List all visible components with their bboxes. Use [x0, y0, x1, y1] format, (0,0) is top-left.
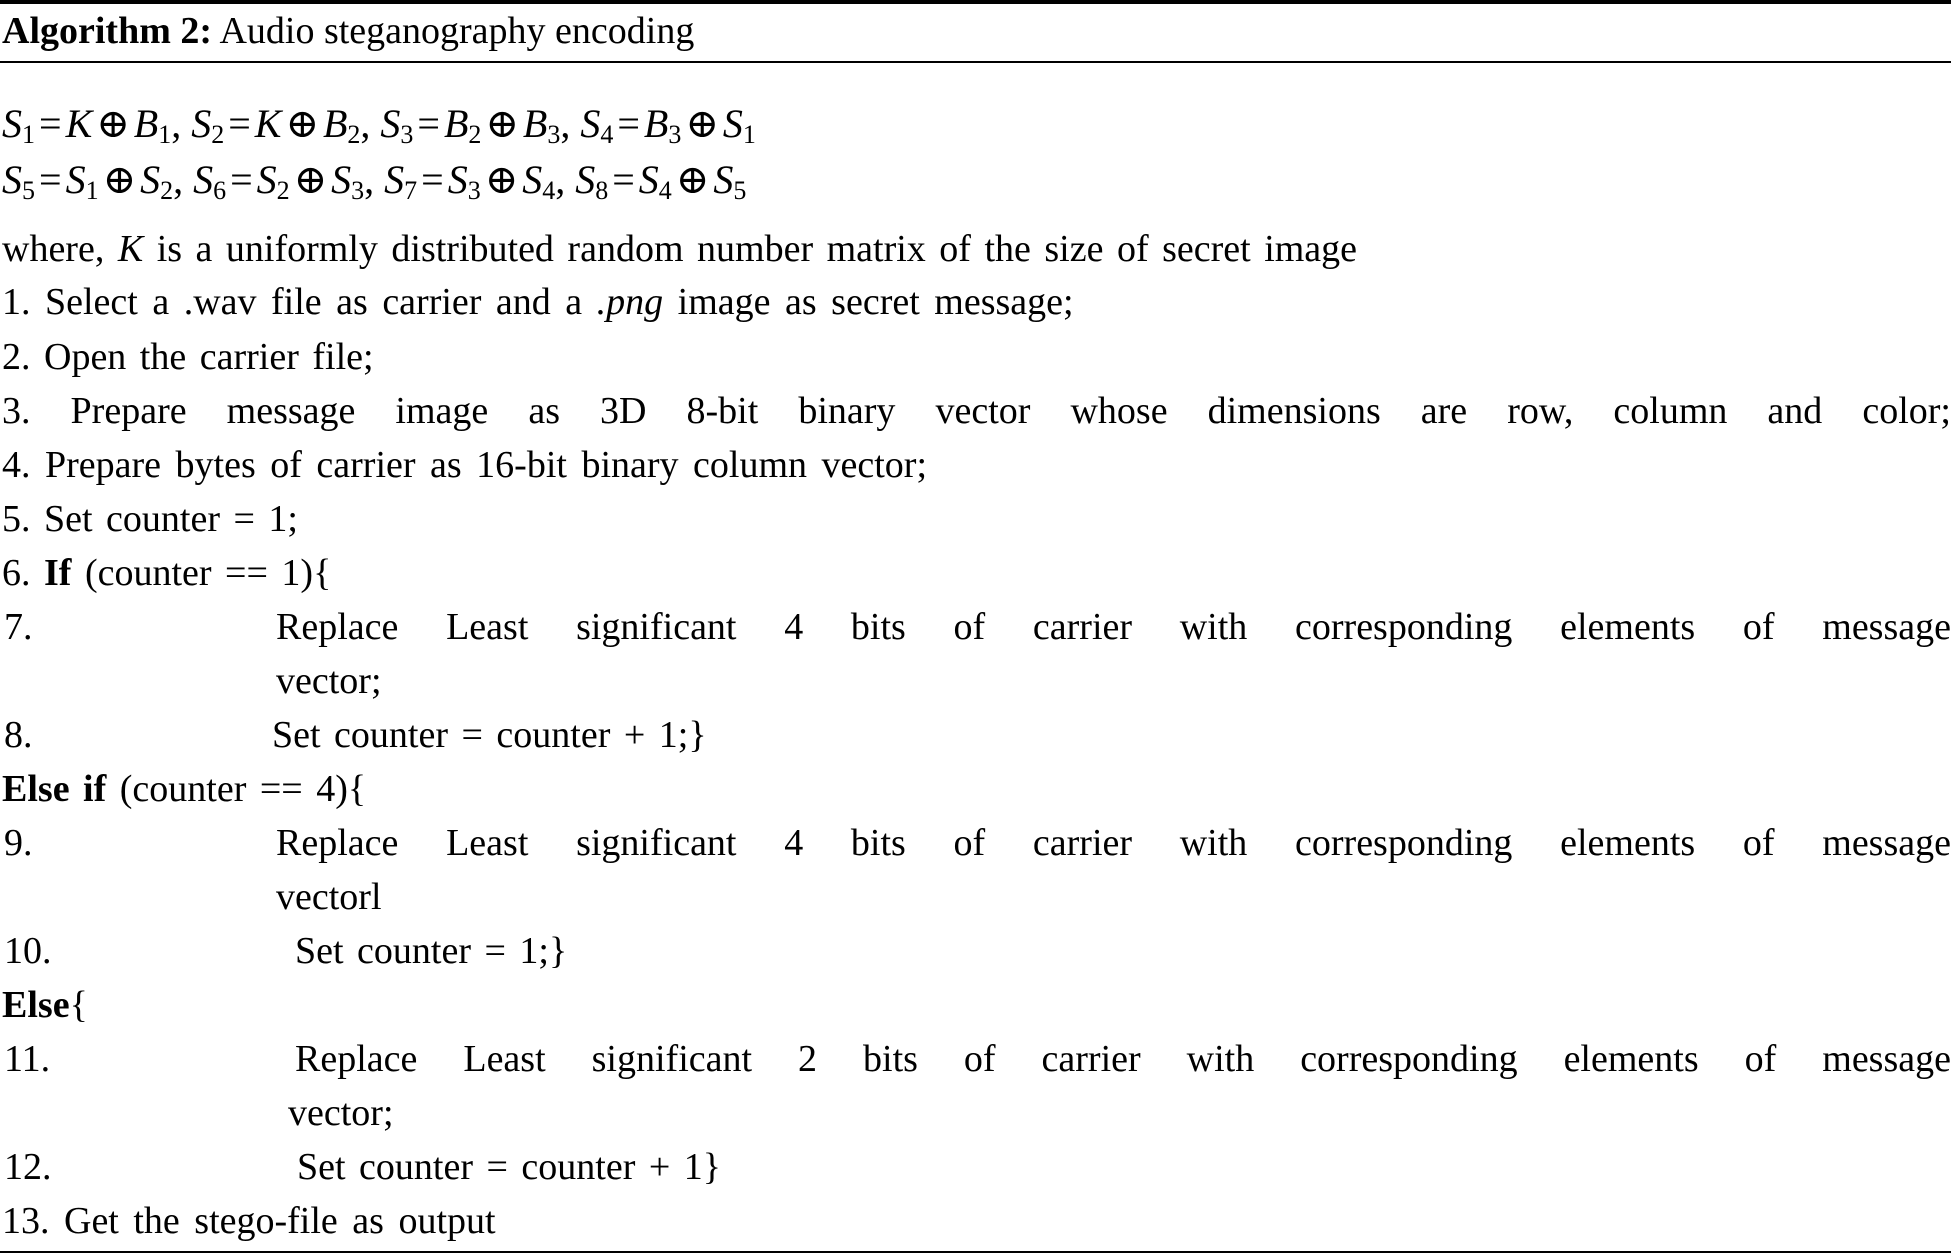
- step-6: 6. If (counter == 1){: [2, 552, 332, 594]
- equals-sign: =: [617, 101, 640, 146]
- equals-sign: =: [612, 157, 635, 202]
- equation-line-2: [2, 153, 746, 207]
- math-term: $S_5$: [2, 157, 35, 205]
- xor-operator: ⊕: [102, 157, 137, 202]
- math-term: $S_2$: [256, 157, 290, 205]
- step-11: 11. Replace Least significant 2 bits of carrier with corresponding elements of message: [4, 1038, 1951, 1080]
- xor-operator: ⊕: [675, 157, 710, 202]
- math-term: $B_3$: [522, 101, 561, 149]
- comma: ,: [555, 157, 576, 202]
- math-term: $B_2$: [443, 101, 482, 149]
- xor-operator: ⊕: [285, 101, 319, 146]
- math-term: $S_2$: [140, 157, 174, 205]
- step-13: 13. Get the stego-file as output: [2, 1200, 496, 1242]
- math-term: $S_4$: [580, 101, 614, 149]
- math-term: $S_7$: [384, 157, 418, 205]
- xor-operator: ⊕: [293, 157, 328, 202]
- comma: ,: [171, 101, 192, 146]
- step-12: 12. Set counter = counter + 1}: [4, 1146, 722, 1188]
- math-term: $S_1$: [65, 157, 99, 205]
- math-term: $B_3$: [643, 101, 682, 149]
- equation-line-1: [2, 97, 756, 151]
- math-term: K: [65, 101, 93, 146]
- math-term: $S_1$: [2, 101, 35, 149]
- algorithm-label: Algorithm 2:: [2, 10, 213, 52]
- step-5: 5. Set counter = 1;: [2, 498, 298, 540]
- math-term: $B_2$: [322, 101, 361, 149]
- step-3: 3. Prepare message image as 3D 8-bit binary vector whose dimensions are row, column and color;: [2, 390, 1951, 432]
- equals-sign: =: [228, 101, 251, 146]
- step-8: 8. Set counter = counter + 1;}: [4, 714, 707, 756]
- xor-operator: ⊕: [484, 157, 519, 202]
- comma: ,: [360, 101, 381, 146]
- equals-sign: =: [39, 101, 62, 146]
- math-term: K: [254, 101, 282, 146]
- step-7-continuation: vector;: [276, 660, 382, 702]
- equals-sign: =: [421, 157, 444, 202]
- math-term: $B_1$: [133, 101, 172, 149]
- math-term: $S_3$: [331, 157, 365, 205]
- xor-operator: ⊕: [96, 101, 130, 146]
- comma: ,: [364, 157, 385, 202]
- step-11-continuation: vector;: [288, 1092, 394, 1134]
- math-term: $S_4$: [522, 157, 556, 205]
- math-term: $S_3$: [447, 157, 481, 205]
- math-term: $S_6$: [193, 157, 227, 205]
- title-rule: [0, 61, 1951, 63]
- step-2: 2. Open the carrier file;: [2, 336, 374, 378]
- equals-sign: =: [417, 101, 440, 146]
- step-10: 10. Set counter = 1;}: [4, 930, 568, 972]
- bottom-rule: [0, 1251, 1951, 1253]
- step-7: 7. Replace Least significant 4 bits of carrier with corresponding elements of message: [4, 606, 1951, 648]
- algorithm-title: [2, 4, 694, 58]
- math-term: $S_2$: [191, 101, 225, 149]
- comma: ,: [173, 157, 194, 202]
- algorithm-name: Audio steganography encoding: [219, 10, 695, 52]
- step-1: 1. Select a .wav file as carrier and a .png image as secret message;: [2, 281, 1074, 323]
- equals-sign: =: [39, 157, 62, 202]
- math-term: $S_4$: [638, 157, 672, 205]
- else-line: Else{: [2, 984, 88, 1026]
- where-line: where, K is a uniformly distributed random number matrix of the size of secret image: [2, 228, 1358, 270]
- math-term: $S_8$: [575, 157, 609, 205]
- step-9: 9. Replace Least significant 4 bits of carrier with corresponding elements of message: [4, 822, 1951, 864]
- xor-operator: ⊕: [685, 101, 719, 146]
- else-if-line: Else if (counter == 4){: [2, 768, 367, 810]
- math-term: $S_5$: [713, 157, 747, 205]
- comma: ,: [560, 101, 581, 146]
- math-term: $S_3$: [380, 101, 414, 149]
- math-term: $S_1$: [722, 101, 756, 149]
- equals-sign: =: [230, 157, 253, 202]
- step-4: 4. Prepare bytes of carrier as 16-bit binary column vector;: [2, 444, 928, 486]
- xor-operator: ⊕: [485, 101, 519, 146]
- step-9-continuation: vectorl: [276, 876, 382, 918]
